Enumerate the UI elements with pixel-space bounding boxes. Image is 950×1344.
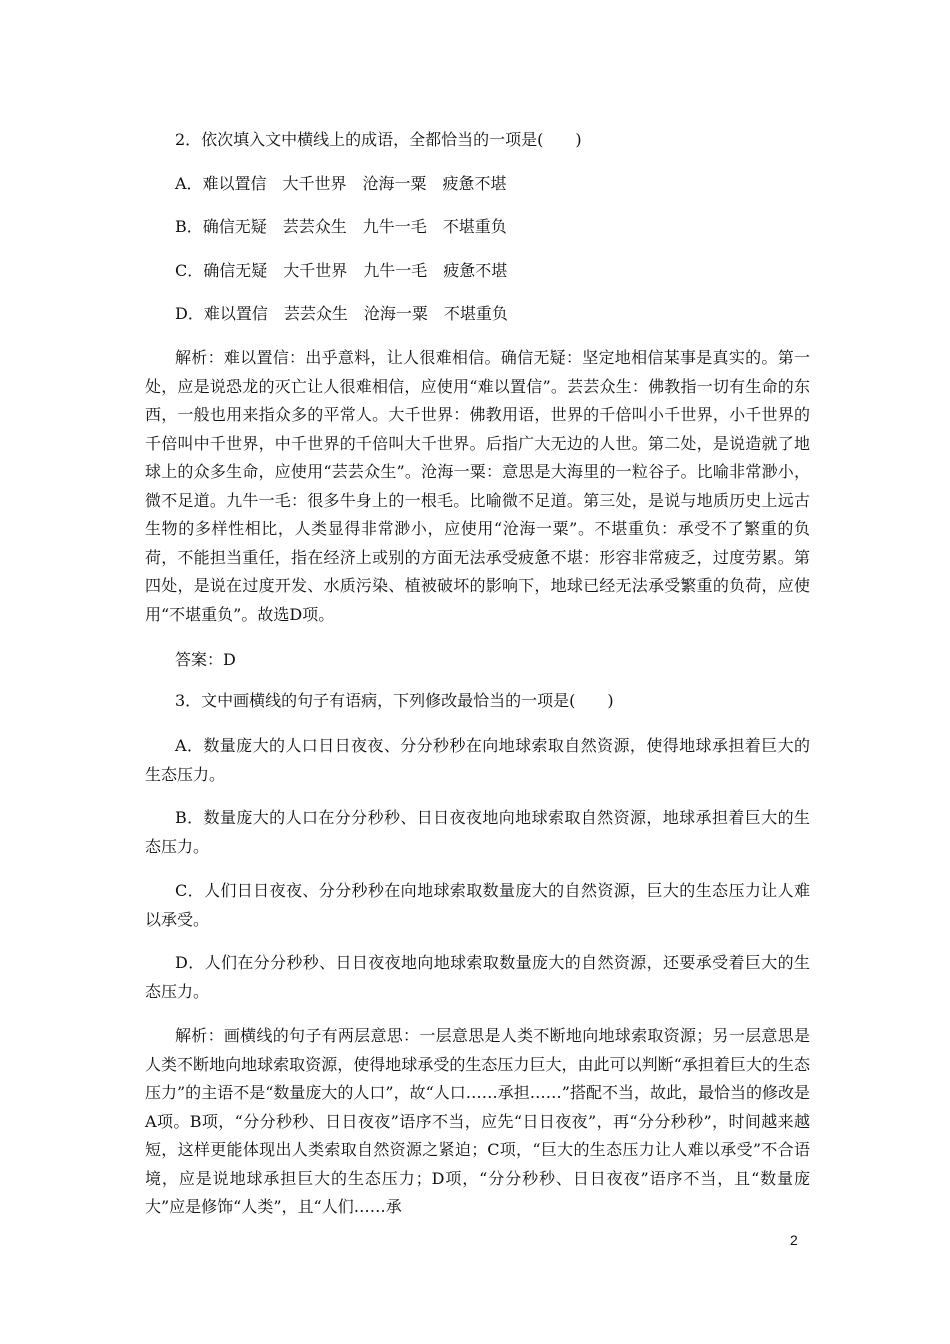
question-3: 3．文中画横线的句子有语病，下列修改最恰当的一项是( ): [175, 691, 614, 710]
q3-analysis: 解析：画横线的句子有两层意思：一层意思是人类不断地向地球索取资源；另一层意思是人类不断地向地球索取资源，使得地球承受的生态压力巨大，由此可以判断“承担着巨大的生态压力”的主语不是“数量庞大的人口”，故“人口……承担……”搭配不当，故此，最恰当的修改是A项。B项，“分分秒秒、日日夜夜”语序不当，应先“日日夜夜”，再“分分秒秒”，时间越来越短，这样更能体现出人类索取自然资源之紧迫；C项，“巨大的生态压力让人难以承受”不合语境，应是说地球承担巨大的生态压力；D项，“分分秒秒、日日夜夜”语序不当，且“数量庞大”应是修饰“人类”，且“人们……承: [145, 1026, 810, 1216]
q2-analysis: 解析：难以置信：出乎意料，让人很难相信。确信无疑：坚定地相信某事是真实的。第一处，应是说恐龙的灭亡让人很难相信，应使用“难以置信”。芸芸众生：佛教指一切有生命的东西，一般也用来指众多的平常人。大千世界：佛教用语，世界的千倍叫小千世界，小千世界的千倍叫中千世界，中千世界的千倍叫大千世界。后指广大无边的人世。第二处，是说造就了地球上的众多生命，应使用“芸芸众生”。沧海一粟：意思是大海里的一粒谷子。比喻非常渺小，微不足道。九牛一毛：很多牛身上的一根毛。比喻微不足道。第三处，是说与地质历史上远古生物的多样性相比，人类显得非常渺小，应使用“沧海一粟”。不堪重负：承受不了繁重的负荷，不能担当重任，指在经济上或别的方面无法承受疲惫不堪：形容非常疲乏，过度劳累。第四处，是说在过度开发、水质污染、植被破坏的影响下，地球已经无法承受繁重的负荷，应使用“不堪重负”。故选D项。: [145, 348, 810, 624]
q2-answer: 答案：D: [175, 650, 236, 669]
q3-option-b: B．数量庞大的人口在分分秒秒、日日夜夜地向地球索取自然资源，地球承担着巨大的生态压力。: [145, 808, 810, 856]
q3-option-c: C．人们日日夜夜、分分秒秒在向地球索取数量庞大的自然资源，巨大的生态压力让人难以承受。: [145, 881, 810, 929]
q2-option-c: C．确信无疑 大千世界 九牛一毛 疲惫不堪: [175, 261, 508, 280]
page-number: 2: [790, 1232, 798, 1248]
q3-option-d: D．人们在分分秒秒、日日夜夜地向地球索取数量庞大的自然资源，还要承受着巨大的生态压力。: [145, 953, 810, 1001]
q2-option-d: D．难以置信 芸芸众生 沧海一粟 不堪重负: [175, 304, 508, 323]
q2-option-b: B．确信无疑 芸芸众生 九牛一毛 不堪重负: [175, 217, 507, 236]
question-2: 2．依次填入文中横线上的成语，全都恰当的一项是( ): [175, 130, 582, 149]
q2-option-a: A．难以置信 大千世界 沧海一粟 疲惫不堪: [175, 174, 507, 193]
q3-option-a: A．数量庞大的人口日日夜夜、分分秒秒在向地球索取自然资源，使得地球承担着巨大的生态压力。: [145, 736, 810, 784]
